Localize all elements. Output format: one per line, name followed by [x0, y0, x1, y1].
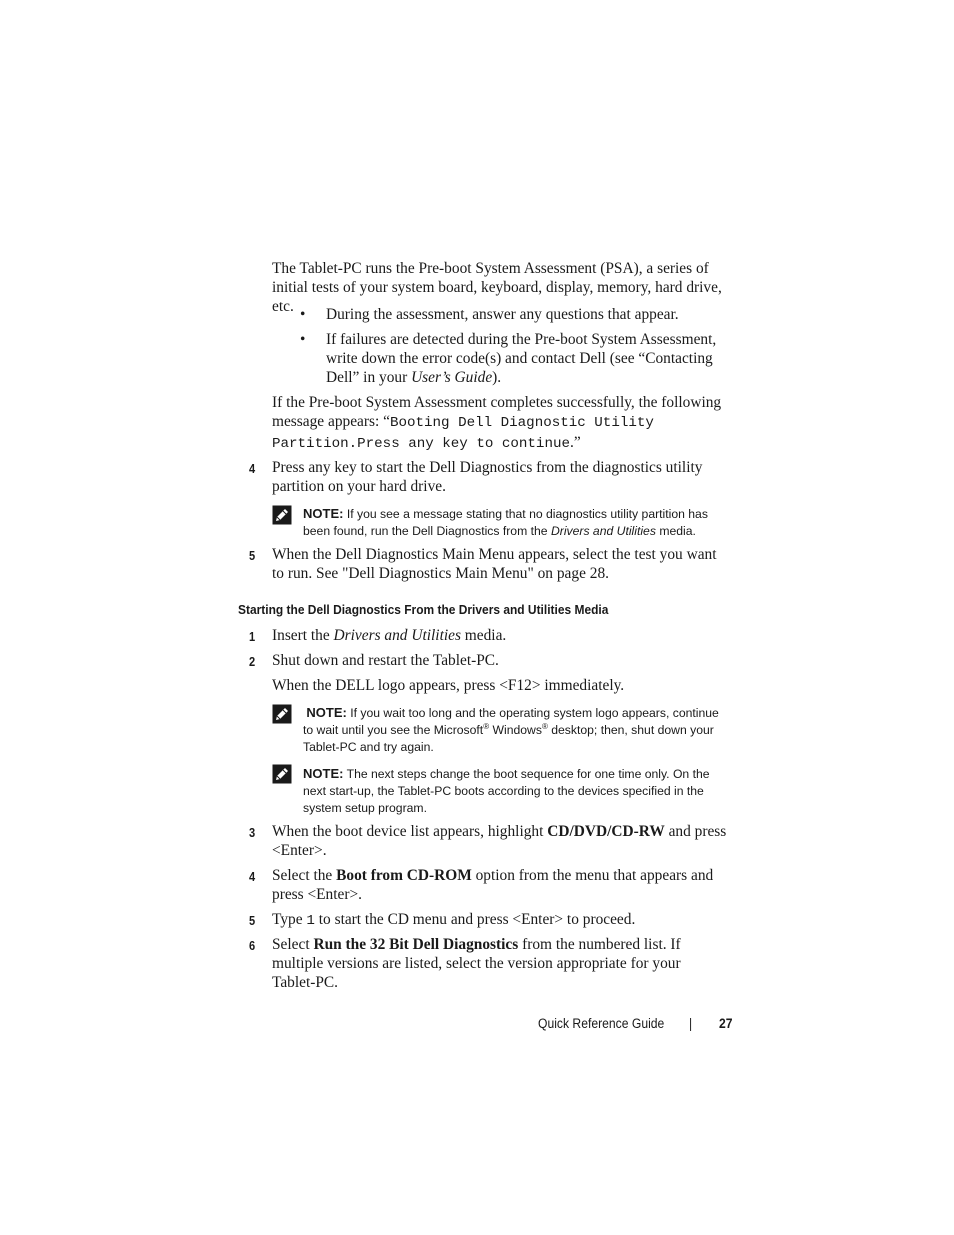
bullet-symbol: •: [300, 306, 306, 323]
step-line: When the Dell Diagnostics Main Menu appears, select the test you want: [272, 546, 717, 563]
intro-line: initial tests of your system board, keyboard, display, memory, hard drive, etc.: [272, 279, 722, 315]
users-guide-italic: User’s Guide: [411, 369, 493, 386]
psa-success-paragraph: [272, 393, 742, 454]
step-text: [272, 935, 742, 992]
bullet-line: Dell” in your User’s Guide).: [326, 369, 502, 386]
bullet-item: [326, 330, 746, 387]
note-line: next start-up, the Tablet-PC boots according to the devices specified in the: [303, 784, 704, 798]
run-diagnostics-option: Run the 32 Bit Dell Diagnostics: [313, 936, 519, 953]
bullet-item: During the assessment, answer any questions that appear.: [326, 306, 679, 323]
registered-mark: ®: [541, 721, 548, 731]
note-label: NOTE:: [303, 766, 344, 781]
step-line: Press any key to start the Dell Diagnostics from the diagnostics utility: [272, 459, 703, 476]
note-label: NOTE:: [306, 705, 347, 720]
step-line: Tablet-PC.: [272, 974, 339, 991]
note-line: NOTE: If you see a message stating that no diagnostics utility partition has: [303, 506, 708, 521]
note-line: system setup program.: [303, 801, 427, 815]
note-label: NOTE:: [303, 506, 344, 521]
boot-message-mono: Partition.Press any key to continue: [272, 436, 570, 452]
boot-cdrom-option: Boot from CD-ROM: [336, 867, 472, 884]
note-line: Tablet-PC and try again.: [303, 740, 434, 754]
step-text: [272, 822, 742, 860]
cd-dvd-option: CD/DVD/CD-RW: [547, 823, 665, 840]
registered-mark: ®: [483, 721, 490, 731]
note-line: NOTE: If you wait too long and the operating system logo appears, continue: [306, 705, 719, 720]
step-line: Select the Boot from CD-ROM option from the menu that appears and: [272, 867, 714, 884]
step-number: 5: [249, 913, 256, 928]
step-number: 1: [249, 629, 256, 644]
step-number: 3: [249, 825, 256, 840]
step-number: 5: [249, 548, 256, 563]
psa-line: Partition.Press any key to continue.”: [272, 434, 581, 452]
step-text: [272, 545, 742, 583]
boot-message-mono: Booting Dell Diagnostic Utility: [389, 415, 654, 431]
note-pencil-icon: [272, 764, 292, 784]
drivers-utilities-italic: Drivers and Utilities: [550, 524, 656, 538]
bullet-line: If failures are detected during the Pre-boot System Assessment,: [326, 331, 717, 348]
typed-key-mono: 1: [306, 913, 315, 929]
note-line: been found, run the Dell Diagnostics from the Drivers and Utilities media.: [303, 524, 696, 538]
step-text: Type 1 to start the CD menu and press <Enter> to proceed.: [272, 911, 636, 929]
note-pencil-icon: [272, 505, 292, 525]
psa-line: message appears: “Booting Dell Diagnostic Utility: [272, 413, 654, 431]
step-text: [272, 458, 742, 496]
note-box: [303, 505, 743, 540]
footer-title: Quick Reference Guide: [538, 1016, 665, 1031]
note-box: [303, 765, 743, 817]
step-line: <Enter>.: [272, 842, 327, 859]
step-line: partition on your hard drive.: [272, 478, 446, 495]
step-line: to run. See "Dell Diagnostics Main Menu" on page 28.: [272, 565, 609, 582]
step-text: [272, 866, 742, 904]
footer-separator: |: [689, 1016, 693, 1031]
note-pencil-icon: [272, 704, 292, 724]
step-number: 2: [249, 654, 256, 669]
bullet-symbol: •: [300, 331, 306, 348]
section-heading: Starting the Dell Diagnostics From the Drivers and Utilities Media: [238, 602, 609, 617]
intro-line: The Tablet-PC runs the Pre-boot System Assessment (PSA), a series of: [272, 260, 709, 277]
f12-instruction: When the DELL logo appears, press <F12> immediately.: [272, 677, 625, 694]
note-line: NOTE: The next steps change the boot sequence for one time only. On the: [303, 766, 710, 781]
step-line: multiple versions are listed, select the version appropriate for your: [272, 955, 681, 972]
bullet-line: write down the error code(s) and contact Dell (see “Contacting: [326, 350, 713, 367]
page-number: 27: [719, 1016, 733, 1031]
note-line: to wait until you see the Microsoft® Windows® desktop; then, shut down your: [303, 721, 714, 737]
psa-line: If the Pre-boot System Assessment completes successfully, the following: [272, 394, 722, 411]
step-number: 4: [249, 461, 256, 476]
step-text: Shut down and restart the Tablet-PC.: [272, 652, 499, 669]
step-number: 4: [249, 869, 256, 884]
note-box: [303, 704, 743, 756]
step-text: Insert the Drivers and Utilities media.: [272, 627, 507, 644]
step-line: When the boot device list appears, highlight CD/DVD/CD-RW and press: [272, 823, 727, 840]
step-line: press <Enter>.: [272, 886, 363, 903]
step-line: Select Run the 32 Bit Dell Diagnostics from the numbered list. If: [272, 936, 681, 953]
drivers-utilities-italic: Drivers and Utilities: [333, 627, 461, 644]
step-number: 6: [249, 938, 256, 953]
